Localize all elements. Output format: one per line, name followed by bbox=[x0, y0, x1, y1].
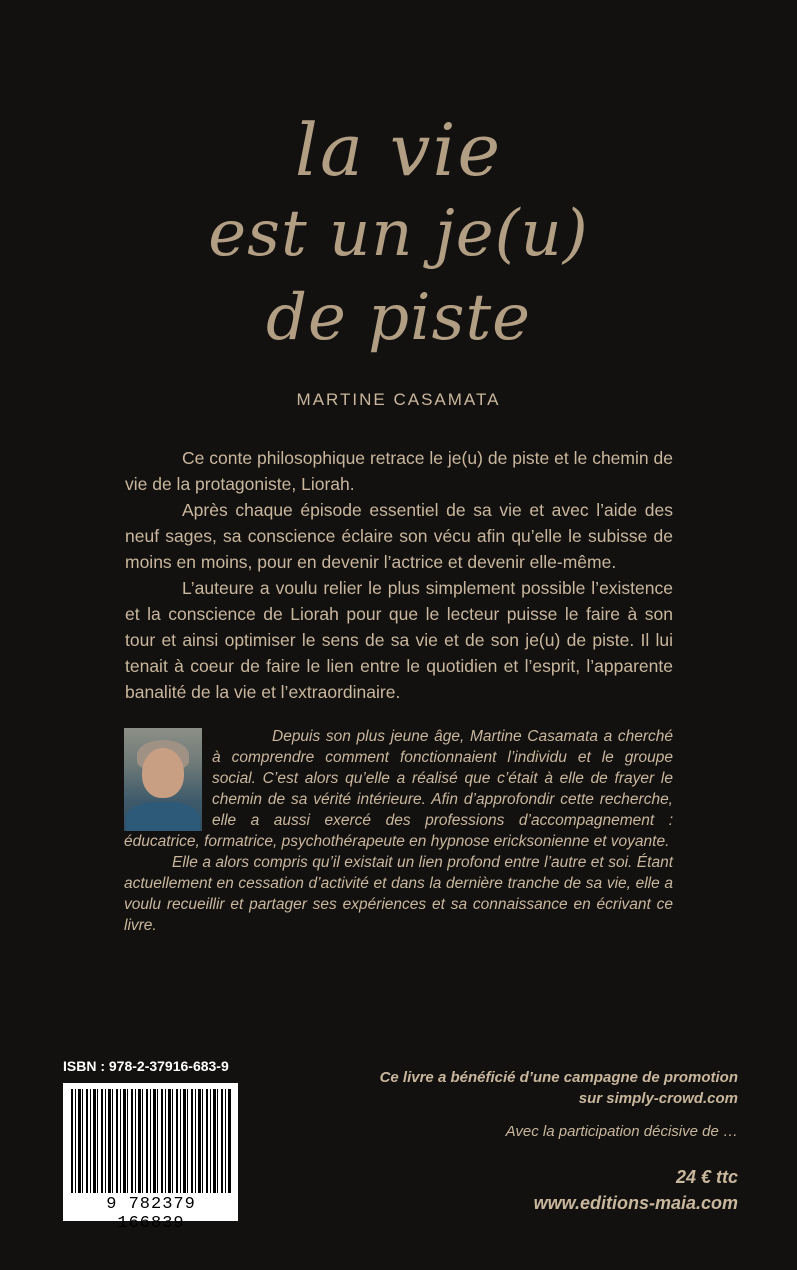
author-name: MARTINE CASAMATA bbox=[296, 390, 501, 409]
bio-paragraph-2: Elle a alors compris qu’il existait un lien profond entre l’autre et soi. Étant actuellement en cessation d’activité et dans la dernière tranche de sa vie, elle a voulu recueillir et partager ses expériences et sa connaissance en écrivant ce livre. bbox=[124, 854, 673, 934]
title-line-1: la vie bbox=[294, 108, 503, 192]
bio-paragraph-1: Depuis son plus jeune âge, Martine Casamata a cherché à comprendre comment fonctionnaient l’individu et le groupe social. C’est alors qu’elle a réalisé que c’était à elle de frayer le chemin de sa vérité intérieure. Afin d’approfondir cette recherche, elle a aussi exercé des professions d’accompagnement : éducatrice, formatrice, psychothérapeute en hypnose ericksonienne et voyante. bbox=[124, 728, 673, 850]
title-line-3: de piste bbox=[265, 281, 532, 355]
participation-text: Avec la participation décisive de … bbox=[505, 1123, 738, 1140]
isbn-label: ISBN : 978-2-37916-683-9 bbox=[63, 1058, 229, 1074]
promo-text bbox=[318, 1067, 738, 1109]
author-bio bbox=[124, 726, 673, 936]
barcode-digits: 9 782379 166839 bbox=[106, 1195, 196, 1233]
title-line-2: est un je(u) bbox=[208, 197, 589, 271]
barcode bbox=[63, 1083, 238, 1233]
summary-paragraph-1: Ce conte philosophique retrace le je(u) de piste et le chemin de vie de la protagoniste, Liorah. bbox=[125, 448, 673, 494]
book-summary bbox=[125, 445, 673, 705]
promo-line-2: sur simply-crowd.com bbox=[578, 1090, 738, 1107]
publisher-website: www.editions-maia.com bbox=[533, 1193, 738, 1213]
summary-paragraph-2: Après chaque épisode essentiel de sa vie et avec l’aide des neuf sages, sa conscience éclaire son vécu afin qu’elle le subisse de moins en moins, pour en devenir l’actrice et devenir elle-même. bbox=[125, 500, 673, 572]
price: 24 € ttc bbox=[675, 1167, 738, 1187]
promo-line-1: Ce livre a bénéficié d’une campagne de promotion bbox=[379, 1069, 738, 1086]
summary-paragraph-3: L’auteure a voulu relier le plus simplement possible l’existence et la conscience de Liorah pour que le lecteur puisse le faire à son tour et ainsi optimiser le sens de sa vie et de son je(u) de piste. Il lui tenait à coeur de faire le lien entre le quotidien et l’esprit, l’apparente banalité de la vie et l’extraordinaire. bbox=[125, 578, 673, 702]
barcode-bars bbox=[71, 1089, 231, 1193]
book-title bbox=[0, 108, 797, 360]
